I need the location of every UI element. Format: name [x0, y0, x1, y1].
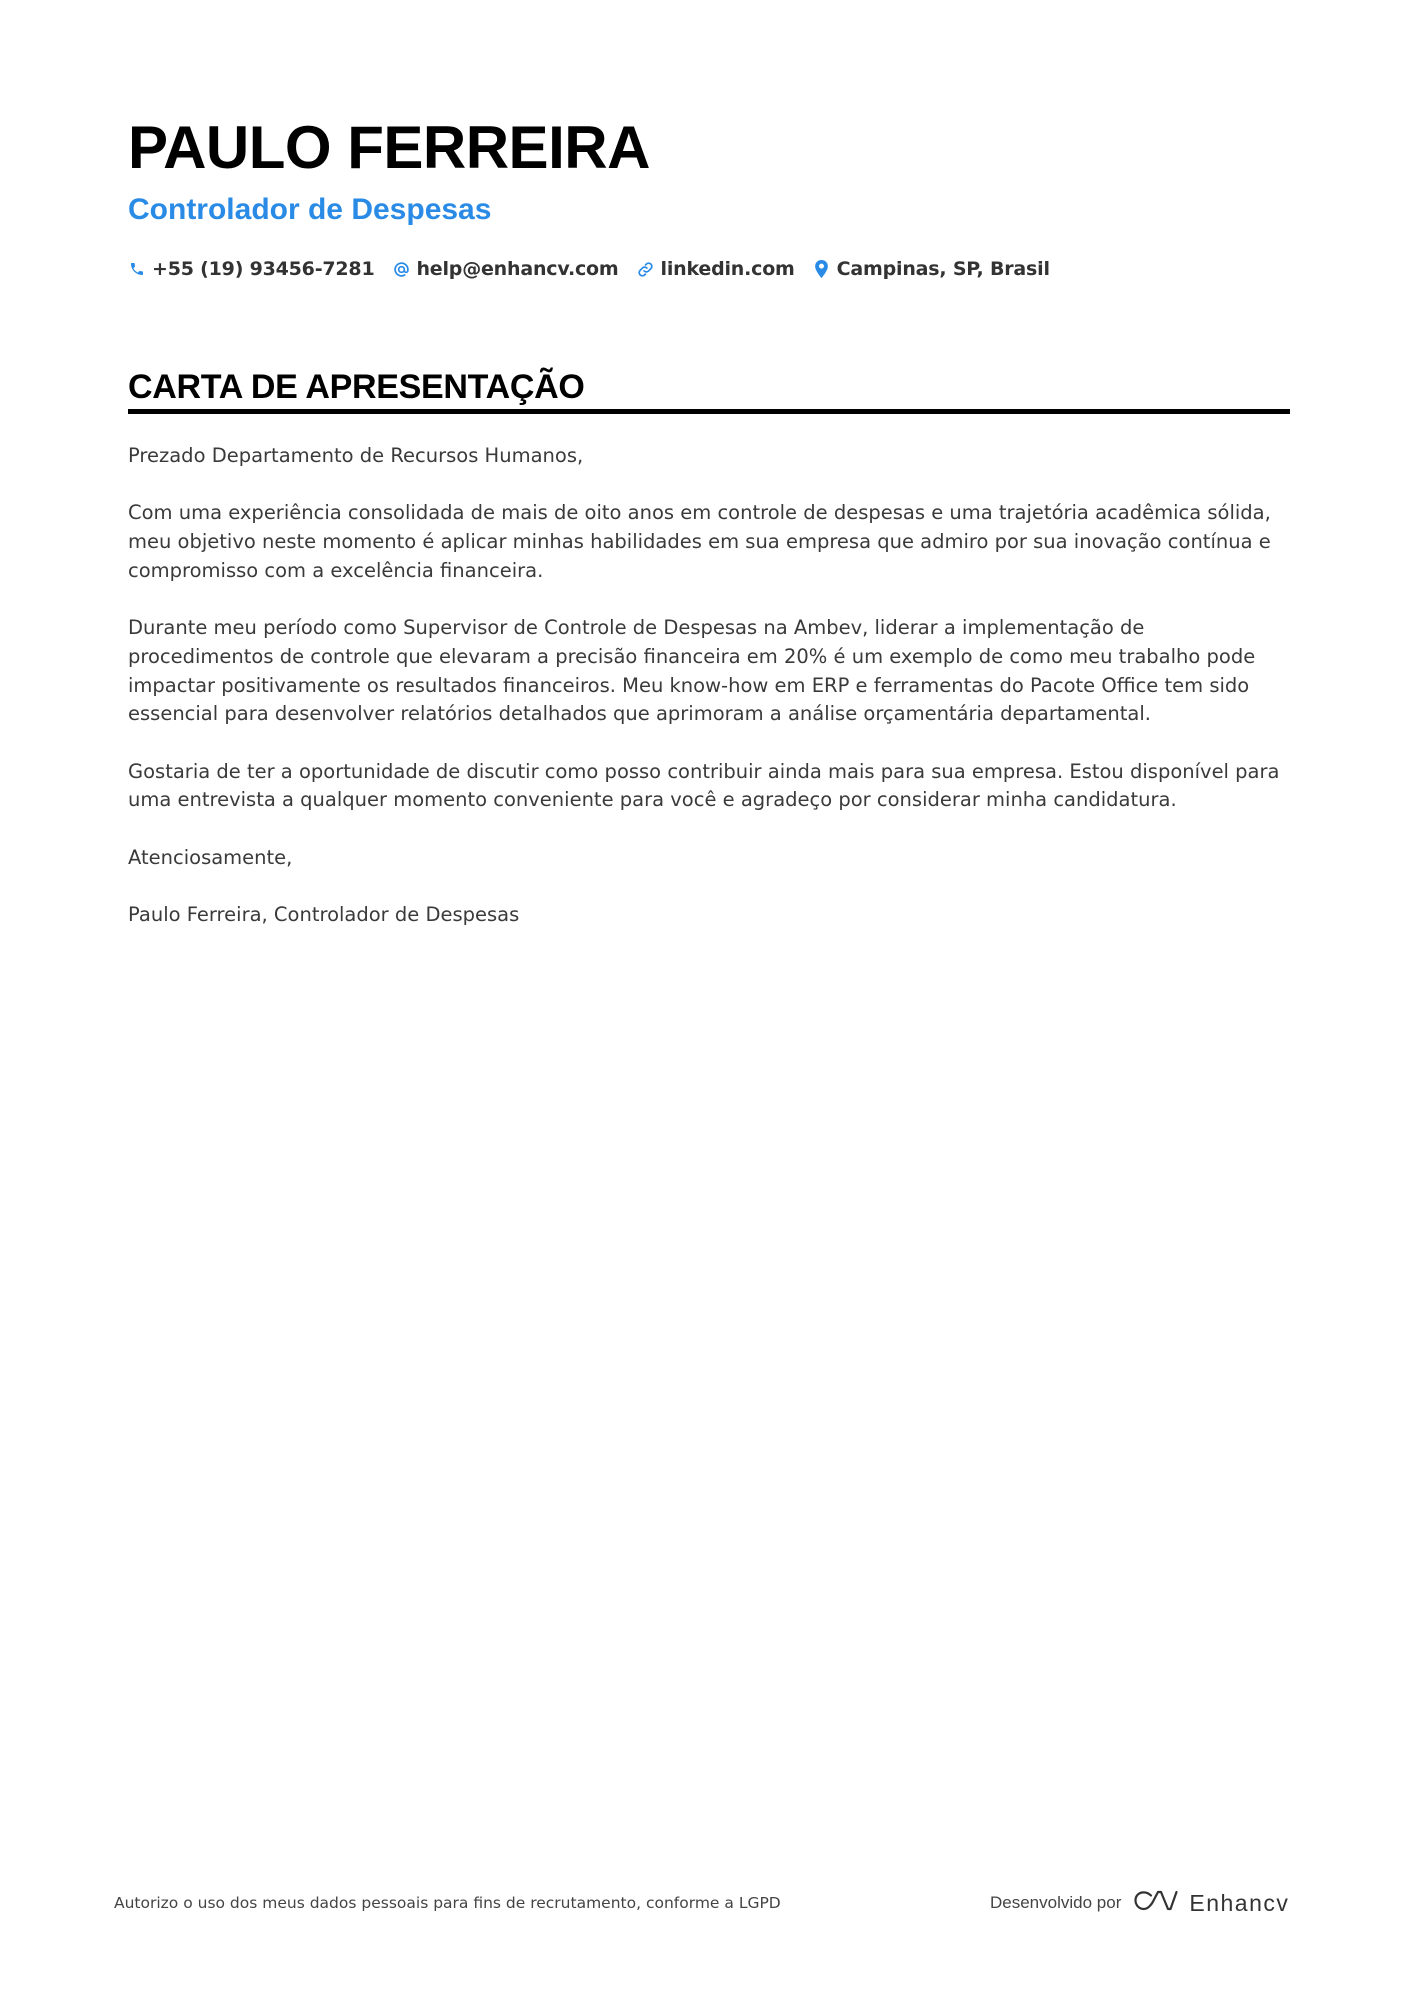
- letter-paragraph: Gostaria de ter a oportunidade de discutir como posso contribuir ainda mais para sua empresa. Estou disponível para uma entrevista a qualquer momento conveniente para você e agradeço por considerar minha candidatura.: [128, 759, 1280, 812]
- contact-linkedin[interactable]: [637, 258, 795, 280]
- section-title: CARTA DE APRESENTAÇÃO: [128, 368, 585, 406]
- location-pin-icon: [813, 260, 831, 278]
- letter-signature: Paulo Ferreira, Controlador de Despesas: [128, 903, 520, 927]
- contact-bar: [128, 254, 1050, 284]
- link-icon: [637, 260, 655, 278]
- contact-location-text: Campinas, SP, Brasil: [836, 258, 1050, 280]
- at-icon: [392, 260, 410, 278]
- letter-greeting: Prezado Departamento de Recursos Humanos,: [128, 444, 584, 467]
- letter-paragraph: Durante meu período como Supervisor de Controle de Despesas na Ambev, liderar a implementação de procedimentos de controle que elevaram a precisão financeira em 20% é um exemplo de como meu trabalho pode impactar positivamente os resultados financeiros. Meu know-how em ERP e ferramentas do Pacote Office tem sido essencial para desenvolver relatórios detalhados que aprimoram a análise orçamentária departamental.: [128, 616, 1256, 726]
- letter-closing: Atenciosamente,: [128, 845, 293, 869]
- consent-note: Autorizo o uso dos meus dados pessoais para fins de recrutamento, conforme a LGPD: [114, 1894, 781, 1912]
- letter-body: [128, 442, 1290, 959]
- letter-paragraph: Com uma experiência consolidada de mais de oito anos em controle de despesas e uma trajetória acadêmica sólida, meu objetivo neste momento é aplicar minhas habilidades em sua empresa que admiro por sua inovação contínua e compromisso com a excelência financeira.: [128, 501, 1271, 582]
- contact-phone[interactable]: [128, 258, 374, 280]
- contact-location: [813, 258, 1050, 280]
- contact-email[interactable]: [392, 258, 618, 280]
- candidate-name: PAULO FERREIRA: [128, 114, 650, 181]
- candidate-role: Controlador de Despesas: [128, 193, 492, 226]
- section-divider: [128, 409, 1290, 414]
- brand-wordmark: Enhancv: [1189, 1889, 1290, 1916]
- brand[interactable]: [1133, 1889, 1289, 1917]
- contact-email-text: help@enhancv.com: [416, 258, 619, 280]
- contact-phone-text: +55 (19) 93456-7281: [152, 258, 375, 280]
- powered-by[interactable]: [990, 1886, 1289, 1920]
- phone-icon: [128, 260, 146, 278]
- enhancv-logo-icon: [1133, 1889, 1179, 1917]
- powered-by-label: Desenvolvido por: [990, 1893, 1122, 1912]
- contact-linkedin-text: linkedin.com: [660, 258, 795, 280]
